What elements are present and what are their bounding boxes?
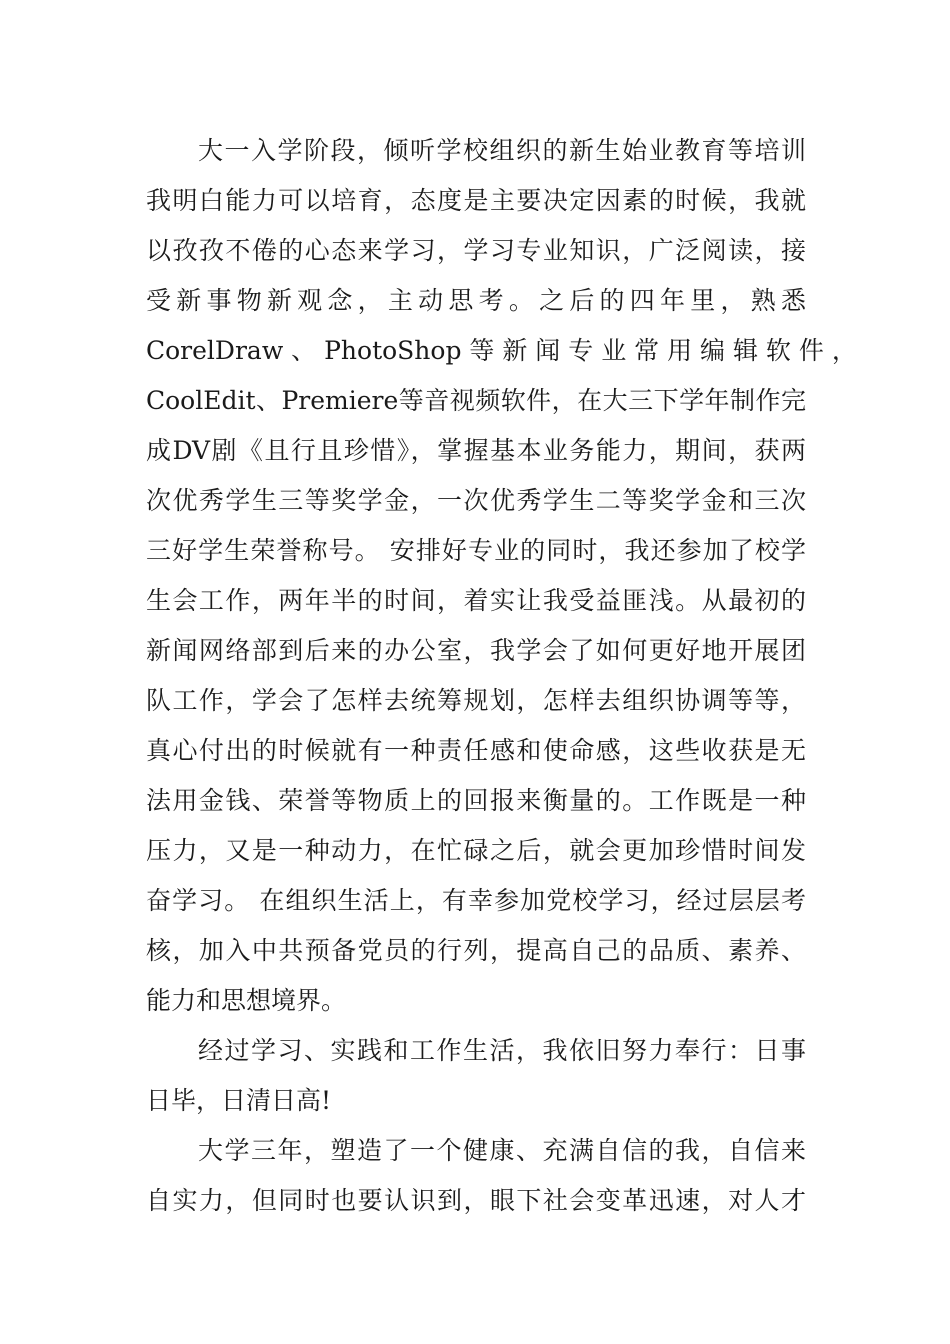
text-line: 成DV剧《且行且珍惜》，掌握基本业务能力，期间，获两 [146, 436, 806, 465]
text-line: 大学三年，塑造了一个健康、充满自信的我，自信来 [198, 1136, 806, 1165]
text-line: 压力，又是一种动力，在忙碌之后，就会更加珍惜时间发 [146, 836, 806, 865]
text-line: 队工作，学会了怎样去统筹规划，怎样去组织协调等等， [146, 686, 806, 715]
text-line: 核，加入中共预备党员的行列，提高自己的品质、素养、 [146, 936, 806, 965]
text-line: 奋学习。 在组织生活上，有幸参加党校学习，经过层层考 [146, 886, 806, 915]
paragraph-1 [146, 126, 857, 1026]
text-line: 自实力，但同时也要认识到，眼下社会变革迅速，对人才 [146, 1186, 806, 1215]
document-body [146, 126, 857, 1226]
text-line: 三好学生荣誉称号。 安排好专业的同时，我还参加了校学 [146, 536, 806, 565]
text-line: 次优秀学生三等奖学金，一次优秀学生二等奖学金和三次 [146, 486, 806, 515]
text-line: 真心付出的时候就有一种责任感和使命感，这些收获是无 [146, 736, 806, 765]
text-line: 以孜孜不倦的心态来学习，学习专业知识，广泛阅读，接 [146, 236, 806, 265]
text-line: CoolEdit、Premiere等音视频软件，在大三下学年制作完 [146, 386, 806, 415]
text-line: 我明白能力可以培育，态度是主要决定因素的时候，我就 [146, 186, 806, 215]
paragraph-2 [146, 1026, 806, 1126]
text-line: 能力和思想境界。 [146, 986, 347, 1015]
text-line: 大一入学阶段，倾听学校组织的新生始业教育等培训 [198, 136, 806, 165]
text-line: 经过学习、实践和工作生活，我依旧努力奉行：日事 [198, 1036, 806, 1065]
text-line: 受新事物新观念，主动思考。之后的四年里，熟悉 [146, 286, 806, 315]
paragraph-3 [146, 1126, 806, 1226]
text-line: 法用金钱、荣誉等物质上的回报来衡量的。工作既是一种 [146, 786, 806, 815]
text-line: 日毕，日清日高! [146, 1086, 332, 1115]
text-line: 生会工作，两年半的时间，着实让我受益匪浅。从最初的 [146, 586, 806, 615]
text-line: CorelDraw 、 PhotoShop 等 新 闻 专 业 常 用 编 辑 软 件 ， [146, 336, 857, 365]
text-line: 新闻网络部到后来的办公室，我学会了如何更好地开展团 [146, 636, 806, 665]
